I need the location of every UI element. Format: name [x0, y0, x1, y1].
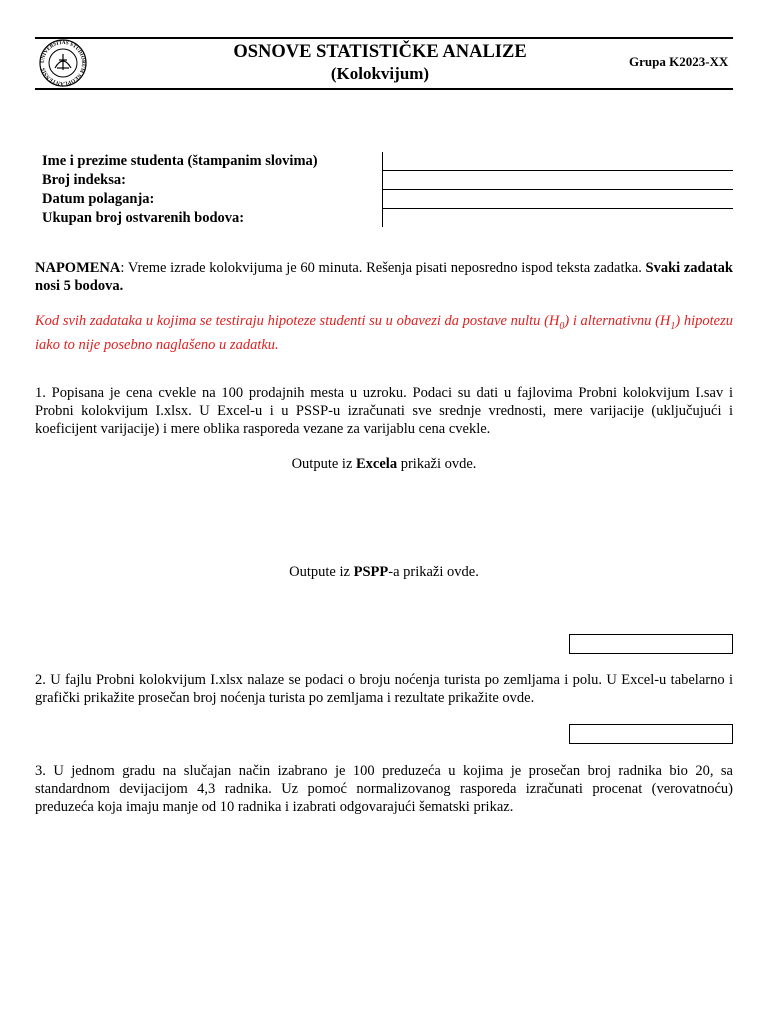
task-2-text: 2. U fajlu Probni kolokvijum I.xlsx nalaze se podaci o broju noćenja turista po zemljama i polu. U Excel-u tabelarno i grafički prikažite prosečan broj noćenja turista po zemljama i rezultate prikažite ovde. [35, 672, 733, 706]
excel-output-prompt: Outpute iz Excela prikaži ovde. [291, 456, 477, 472]
note-points: Svaki zadatak nosi 5 bodova. [35, 260, 733, 294]
task-1-text: 1. Popisana je cena cvekle na 100 prodajnih mesta u uzroku. Podaci su dati u fajlovima Probni kolokvijum I.sav i Probni kolokvijum I.xlsx. U Excel-u i u PSSP-u izračunati sve srednje vrednosti, mere varijacije (uključujući i koeficijent varijacije) i mere oblika rasporeda vezane za varijablu cena cvekle. [35, 385, 733, 437]
logo-ring-text: UNIVERSITAS STUDIORUM NEOPLANTENSIS [39, 39, 87, 87]
task-2-score-box[interactable] [569, 724, 733, 744]
table-row [35, 209, 733, 228]
total-points-field[interactable] [383, 209, 734, 228]
hypothesis-note: Kod svih zadataka u kojima se testiraju hipoteze studenti su u obavezi da postave nultu $(H_0)$ i alternativnu $(H_1)$ hipotezu iako to nije posebno naglašeno u zadatku. [35, 313, 733, 353]
university-seal-logo [35, 38, 91, 88]
student-info-table [35, 152, 733, 227]
header-top-rule [35, 37, 733, 39]
table-row [35, 190, 733, 209]
info-label: Broj indeksa: [35, 171, 383, 190]
table-row [35, 152, 733, 171]
task-1-score-box[interactable] [569, 634, 733, 654]
group-label: Grupa K2023-XX [629, 54, 729, 69]
info-label: Datum polaganja: [35, 190, 383, 209]
page-title: OSNOVE STATISTIČKE ANALIZE [233, 42, 527, 62]
note-label: NAPOMENA [35, 260, 121, 276]
table-row [35, 171, 733, 190]
index-number-field[interactable] [383, 171, 734, 190]
info-label: Ime i prezime studenta (štampanim slovima) [35, 152, 383, 171]
student-name-field[interactable] [383, 152, 734, 171]
note-paragraph [35, 259, 733, 295]
pspp-output-prompt: Outpute iz PSPP-a prikaži ovde. [289, 564, 479, 580]
note-text: : Vreme izrade kolokvijuma je 60 minuta. Rešenja pisati neposredno ispod teksta zadatka. [120, 260, 646, 276]
page-subtitle: (Kolokvijum) [330, 64, 430, 83]
info-label: Ukupan broj ostvarenih bodova: [35, 209, 383, 228]
exam-date-field[interactable] [383, 190, 734, 209]
header-bottom-rule [35, 88, 733, 90]
task-3-text: 3. U jednom gradu na slučajan način izabrano je 100 preduzeća u kojima je prosečan broj radnika bio 20, sa standardnom devijacijom 4,3 radnika. Uz pomoć normalizovanog rasporeda izračunati procenat (verovatnoću) preduzeća koja imaju manje od 10 radnika i izabrati odgovarajući šematski prikaz. [35, 763, 733, 815]
